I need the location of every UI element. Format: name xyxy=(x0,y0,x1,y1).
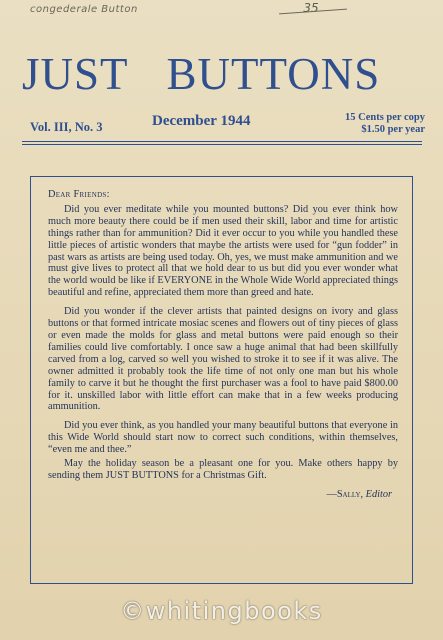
salutation: Dear Friends: xyxy=(48,189,110,200)
title-word-buttons: BUTTONS xyxy=(166,49,381,99)
letter-paragraph: Did you ever think, as you handled your many beautiful buttons that everyone in this Wide World should start now to correct such conditions, within themselves, “even me and thee.” xyxy=(48,420,398,456)
letter-paragraph: Did you ever meditate while you mounted buttons? Did you ever think how much more beauty there could be if men used their skill, labor and time for artistic things rather than for ammunition? Did it ever occur to you while you handled these little pieces of artistic wonders that maybe the artists were used for “gun fodder” in past wars as artists are being used today. Oh, yes, we must make ammunition and we must give lives to protect all that we hold dear to us but did you ever wonder what the world would be like if EVERYONE in the Whole Wide World appreciated things beautiful and refine, appreciated them more than greed and hate. xyxy=(48,203,398,299)
watermark: ©whitingbooks xyxy=(120,597,323,625)
handwritten-price: 35 xyxy=(283,1,339,15)
handwritten-note: congederale Button xyxy=(30,4,138,15)
issue-date: December 1944 xyxy=(152,113,251,129)
issue-number: Vol. III, No. 3 xyxy=(30,120,103,134)
letter-paragraph: May the holiday season be a pleasant one for you. Make others happy by sending them JUST BUTTONS for a Christmas Gift. xyxy=(48,458,398,481)
title-word-just: JUST xyxy=(22,49,129,99)
subscription-price xyxy=(301,112,425,136)
magazine-title xyxy=(22,50,422,98)
signature xyxy=(48,489,398,501)
signature-title: Editor xyxy=(365,488,392,500)
letter-paragraph: Did you wonder if the clever artists that painted designs on ivory and glass buttons or that formed intricate mosiac scenes and flowers out of tiny pieces of glass or even made the molds for glass and metal buttons were paid enough so their families could live comfortably. I once saw a huge animal that had been skillfully carved from a log, carved so well you wished to stroke it to see if it was alive. The owner admitted it probably took the life time of not only one man but his whole family to carve it but he thought the first purchaser was a fool to have paid $800.00 for it. unskilled labor with little effort can make that in a few weeks producing ammunition. xyxy=(48,306,398,413)
price-per-copy: 15 Cents per copy xyxy=(344,112,425,123)
signature-name: —Sally, xyxy=(326,488,364,500)
editorial-letter xyxy=(48,189,398,501)
header-rule-top xyxy=(22,141,422,142)
header-rule-bottom xyxy=(22,144,422,145)
price-per-year: $1.50 per year xyxy=(361,124,425,135)
